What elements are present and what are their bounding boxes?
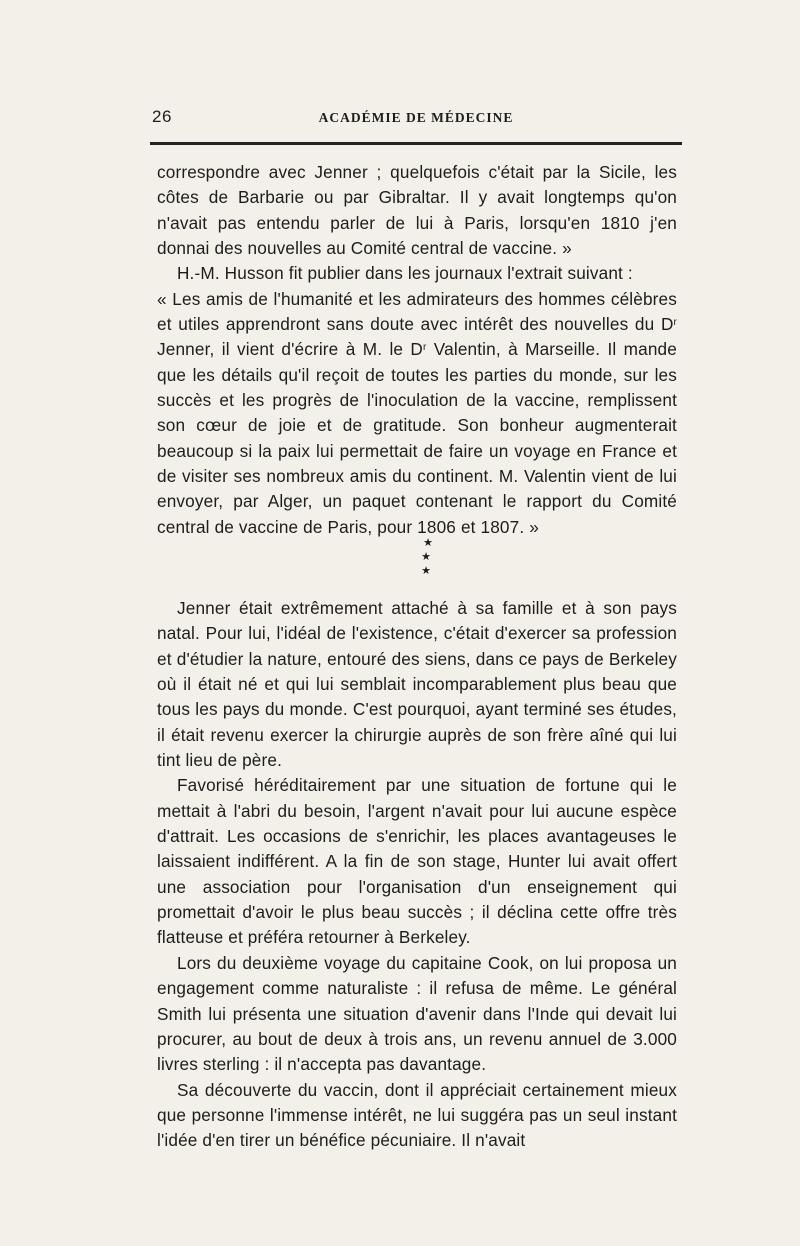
paragraph: Lors du deuxième voyage du capitaine Cook, on lui proposa un engagement comme naturaliste : il refusa de même. Le général Smith lui présenta une situation d'avenir dans l'Inde qui devait lui procurer, au bout de deux à trois ans, un revenu annuel de 3.000 livres sterling : il n'accepta pas davantage. (157, 952, 677, 1075)
running-title: ACADÉMIE DE MÉDECINE (318, 110, 514, 125)
page-number: 26 (152, 107, 172, 126)
page-header (150, 96, 682, 136)
quoted-paragraph (157, 287, 677, 540)
header-rule (150, 142, 682, 145)
paragraph: Jenner était extrêmement attaché à sa famille et à son pays natal. Pour lui, l'idéal de l'existence, c'était d'exercer sa profession et d'étudier la nature, entouré des siens, dans ce pays de Berkeley où il était né et qui lui semblait incomparablement plus beau que tous les pays du monde. C'est pourquoi, ayant terminé ses études, il était revenu exercer la chirurgie auprès de son frère aîné qui lui tint lieu de père. (157, 598, 677, 771)
paragraph: Sa découverte du vaccin, dont il appréciait certainement mieux que personne l'immense intérêt, ne lui suggéra pas un seul instant l'idée d'en tirer un bénéfice pécuniaire. Il n'avait (157, 1079, 677, 1151)
paragraph-segment: Jenner, il vient d'écrire à M. le D (157, 339, 423, 360)
text-block-top (157, 160, 677, 540)
paragraph-segment: « Les amis de l'humanité et les admirateurs des hommes célèbres et utiles apprendront sans doute avec intérêt des nouvelles du D (157, 288, 677, 335)
section-separator (410, 536, 446, 576)
paragraph: H.-M. Husson fit publier dans les journaux l'extrait suivant : (177, 263, 633, 284)
superscript: r (423, 342, 427, 354)
star-pair-icon: ★ ★ (421, 551, 441, 577)
star-icon: ★ (423, 537, 433, 549)
paragraph-segment: Valentin, à Marseille. Il mande que les détails qu'il reçoit de toutes les parties du monde, sur les succès et les progrès de l'inoculation de la vaccine, remplissent son cœur de joie et de gratitude. Son bonheur augmenterait beaucoup si la paix lui permettait de faire un voyage en France et de visiter ses nombreux amis du continent. M. Valentin vient de lui envoyer, par Alger, un paquet contenant le rapport du Comité central de vaccine de Paris, pour 1806 et 1807. » (157, 339, 677, 537)
superscript: r (673, 317, 677, 329)
paragraph: correspondre avec Jenner ; quelquefois c'était par la Sicile, les côtes de Barbarie ou par Gibraltar. Il y avait longtemps qu'on n'avait pas entendu parler de lui à Paris, lorsqu'en 1810 j'en donnai des nouvelles au Comité central de vaccine. » (157, 162, 677, 259)
text-block-bottom (157, 596, 677, 1154)
paragraph: Favorisé héréditairement par une situation de fortune qui le mettait à l'abri du besoin, l'argent n'avait pour lui aucune espèce d'attrait. Les occasions de s'enrichir, les places avantageuses le laissaient indifférent. A la fin de son stage, Hunter lui avait offert une association pour l'organisation d'un enseignement qui promettait d'avoir le plus beau succès ; il déclina cette offre très flatteuse et préféra retourner à Berkeley. (157, 775, 677, 948)
